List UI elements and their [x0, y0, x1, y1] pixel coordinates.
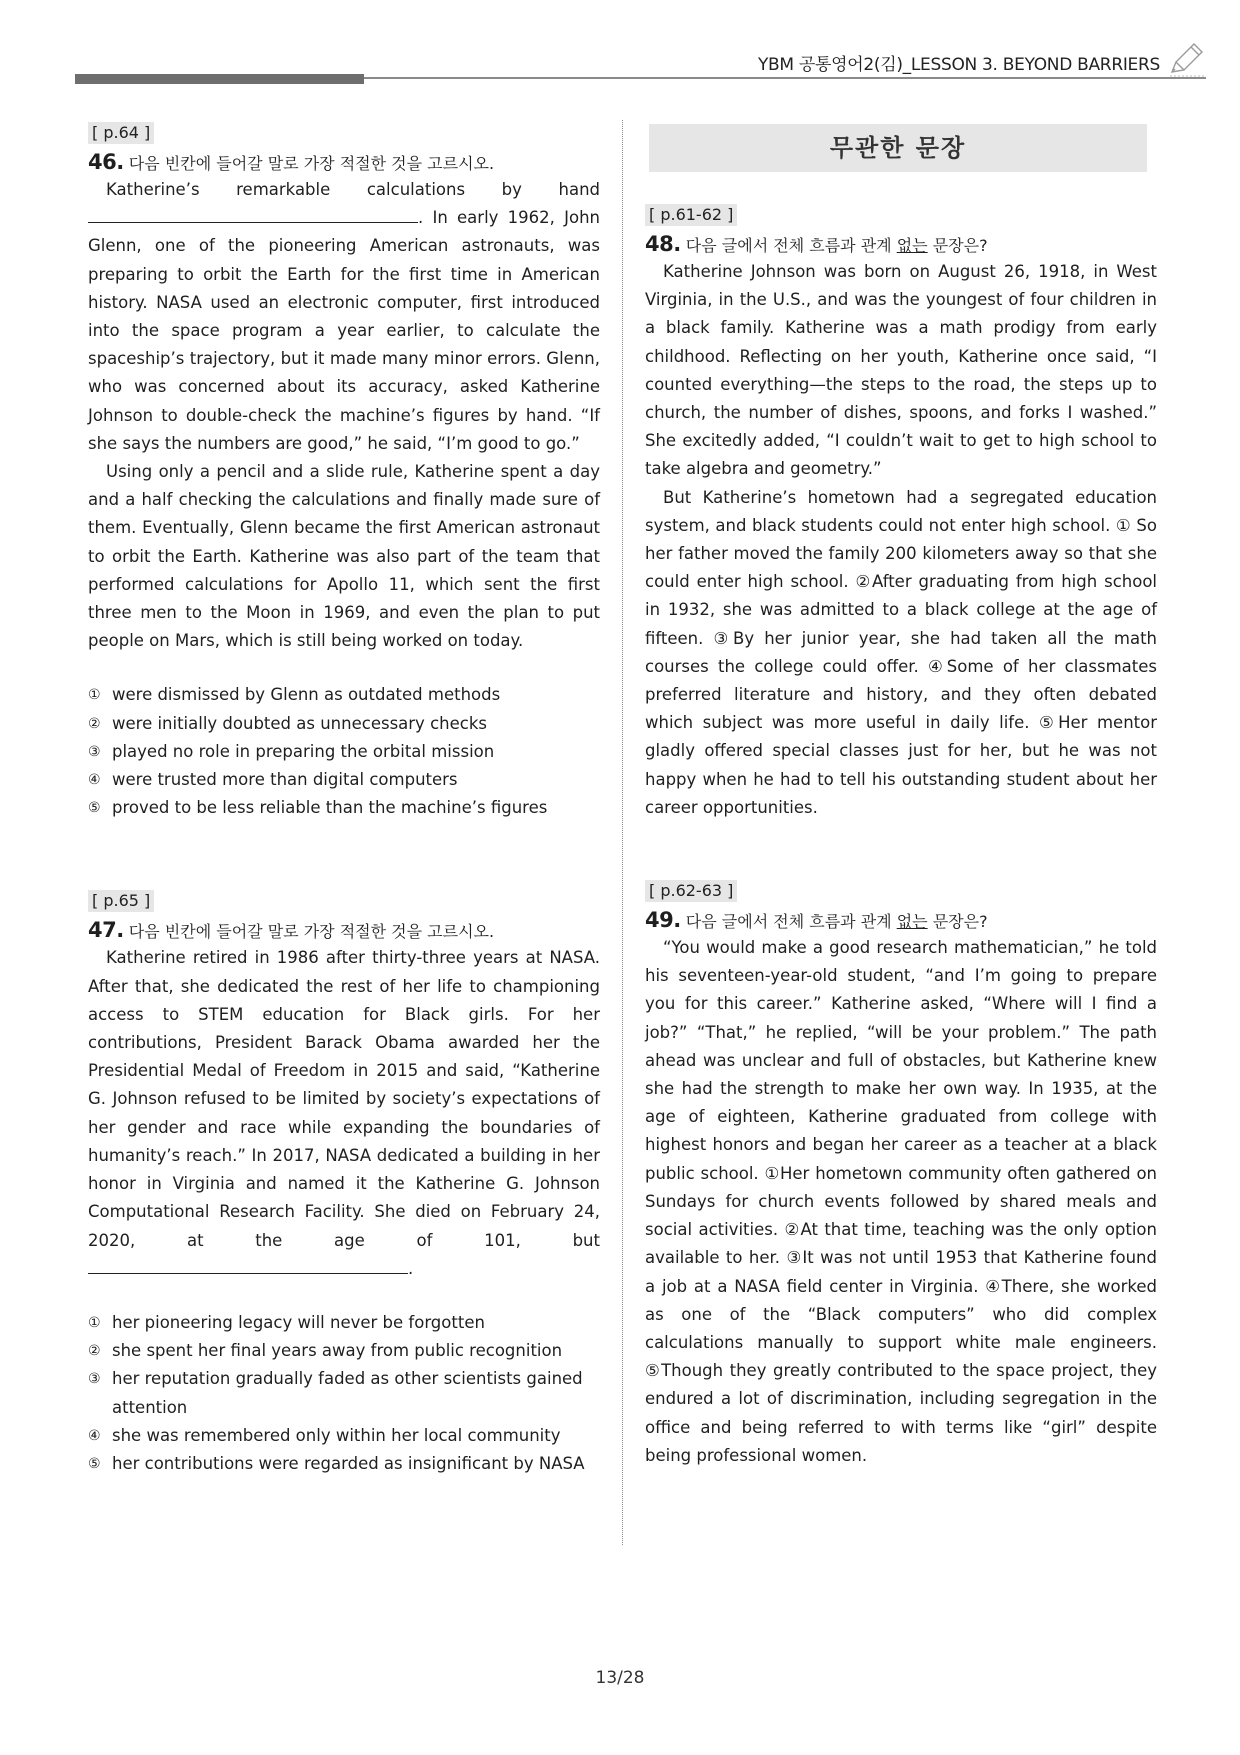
- page-reference: [ p.62-63 ]: [645, 880, 737, 902]
- question-instruction: 다음 빈칸에 들어갈 말로 가장 적절한 것을 고르시오.: [128, 922, 495, 942]
- pencil-icon: [1166, 40, 1206, 80]
- option-text: were trusted more than digital computers: [112, 770, 458, 790]
- page-number: 13/28: [595, 1668, 645, 1688]
- answer-option[interactable]: [88, 766, 600, 794]
- column-divider: [622, 120, 623, 1545]
- question-header: [645, 906, 1157, 934]
- question-header: [645, 230, 1157, 258]
- header-rule-thick: [75, 74, 364, 84]
- instruction-text: 문장은?: [927, 236, 988, 255]
- answer-option[interactable]: [88, 710, 600, 738]
- passage-text: Katherine’s remarkable calculations by hand: [106, 180, 600, 199]
- passage-paragraph: [88, 1255, 600, 1283]
- option-text: were initially doubted as unnecessary checks: [112, 713, 487, 733]
- option-text: she was remembered only within her local community: [112, 1425, 561, 1445]
- option-number: ⑤: [88, 800, 101, 817]
- option-number: ④: [88, 1427, 101, 1444]
- question-47: [88, 890, 600, 1478]
- instruction-emphasis: 없는: [896, 236, 928, 255]
- question-number: 49.: [645, 908, 681, 933]
- question-instruction: [686, 236, 988, 255]
- question-number: 48.: [645, 232, 681, 256]
- option-text: her reputation gradually faded as other scientists gained attention: [112, 1369, 583, 1417]
- answer-option[interactable]: [88, 794, 600, 822]
- option-text: were dismissed by Glenn as outdated methods: [112, 685, 501, 705]
- page-reference: [ p.64 ]: [88, 122, 154, 144]
- question-instruction: [686, 912, 988, 931]
- answer-options: [88, 1309, 600, 1478]
- passage-paragraph: Katherine Johnson was born on August 26, 1918, in West Virginia, in the U.S., and was the youngest of four children in a black family. Katherine was a math prodigy from early childhood. Reflecting on her youth, Katherine once said, “I counted everything—the steps to the road, the steps up to church, the number of dishes, spoons, and forks I washed.” She excitedly added, “I couldn’t wait to get to high school to take algebra and geometry.”: [645, 262, 1157, 479]
- option-number: ④: [88, 772, 101, 789]
- question-header: [88, 916, 600, 944]
- right-column: [645, 124, 1157, 1470]
- question-header: [88, 148, 600, 176]
- instruction-emphasis: 없는: [896, 912, 928, 932]
- option-number: ⑤: [88, 1455, 101, 1472]
- option-text: her pioneering legacy will never be forgotten: [112, 1312, 485, 1332]
- passage-paragraph: “You would make a good research mathematician,” he told his seventeen-year-old student, “and I’m going to prepare you for this career.” Katherine asked, “Where will I find a job?” “That,” he replied, “will be your problem.” The path ahead was unclear and full of obstacles, but Katherine knew she had the strength to make her own way. In 1935, at the age of eighteen, Katherine graduated from college with highest honors and began her career as a teacher at a black public school. ①Her hometown community often gathered on Sundays for church events followed by shared meals and social activities. ②At that time, teaching was the only option available to her. ③It was not until 1953 that Katherine found a job at a NASA field center in Virginia. ④There, she worked as one of the “Black computers” who did complex calculations manually to support white male engineers. ⑤Though they greatly contributed to the space project, they endured a lot of discrimination, including segregation in the office and being referred to with terms like “girl” despite being professional women.: [645, 938, 1157, 1465]
- header-rule-thin: [364, 77, 1206, 79]
- option-number: ③: [88, 1371, 101, 1388]
- question-46: [88, 122, 600, 822]
- answer-blank: [88, 1259, 408, 1274]
- option-number: ①: [88, 1314, 101, 1331]
- option-number: ③: [88, 743, 101, 760]
- answer-option[interactable]: [88, 1337, 600, 1365]
- section-title: 무관한 문장: [649, 124, 1147, 172]
- answer-option[interactable]: [88, 1309, 600, 1337]
- page-header-title: YBM 공통영어2(김)_LESSON 3. BEYOND BARRIERS: [757, 55, 1160, 75]
- answer-option[interactable]: [88, 1422, 600, 1450]
- option-number: ①: [88, 687, 101, 704]
- question-49: [645, 880, 1157, 1470]
- passage-paragraph: [88, 176, 600, 204]
- instruction-text: 다음 글에서 전체 흐름과 관계: [685, 236, 897, 255]
- question-instruction: 다음 빈칸에 들어갈 말로 가장 적절한 것을 고르시오.: [128, 154, 495, 173]
- passage-text: . In early 1962, John Glenn, one of the pioneering American astronauts, was preparing to orbit the Earth for the first time in American history. NASA used an electronic computer, first introduced into the space program a year earlier, to calculate the spaceship’s trajectory, but it made many minor errors. Glenn, who was concerned about its accuracy, asked Katherine Johnson to double-check the machine’s figures by hand. “If she says the numbers are good,” he said, “I’m good to go.”: [88, 208, 600, 453]
- page-reference: [ p.65 ]: [88, 890, 154, 912]
- answer-blank: [88, 208, 418, 223]
- option-text: played no role in preparing the orbital mission: [112, 741, 495, 761]
- passage-paragraph: [88, 204, 600, 458]
- passage-text: .: [408, 1258, 414, 1278]
- answer-option[interactable]: [88, 738, 600, 766]
- option-number: ②: [88, 715, 101, 732]
- option-text: her contributions were regarded as insignificant by NASA: [112, 1453, 585, 1473]
- passage-paragraph: But Katherine’s hometown had a segregated education system, and black students could not enter high school. ① So her father moved the family 200 kilometers away so that she could enter high school. ②After graduating from high school in 1932, she was admitted to a black college at the age of fifteen. ③By her junior year, she had taken all the math courses the college could offer. ④Some of her classmates preferred literature and history, and they often debated which subject was more useful in daily life. ⑤Her mentor gladly offered special classes just for her, but he was not happy when he had to tell his outstanding student about her career opportunities.: [645, 487, 1157, 817]
- answer-option[interactable]: [88, 1450, 600, 1478]
- question-number: 46.: [88, 150, 124, 174]
- instruction-text: 다음 글에서 전체 흐름과 관계: [685, 912, 897, 932]
- instruction-text: 문장은?: [927, 912, 988, 932]
- passage-paragraph: Using only a pencil and a slide rule, Katherine spent a day and a half checking the calculations and finally made sure of them. Eventually, Glenn became the first American astronaut to orbit the Earth. Katherine was also part of the team that performed calculations for Apollo 11, which sent the first three men to the Moon in 1969, and even the plan to put people on Mars, which is still being worked on today.: [88, 462, 600, 651]
- option-number: ②: [88, 1343, 101, 1360]
- left-column: [88, 122, 600, 1478]
- answer-option[interactable]: [88, 681, 600, 709]
- answer-option[interactable]: [88, 1365, 600, 1421]
- answer-options: [88, 681, 600, 822]
- question-48: [645, 204, 1157, 822]
- option-text: proved to be less reliable than the machine’s figures: [112, 798, 548, 818]
- question-number: 47.: [88, 918, 124, 943]
- passage-paragraph: Katherine retired in 1986 after thirty-three years at NASA. After that, she dedicated the rest of her life to championing access to STEM education for Black girls. For her contributions, President Barack Obama awarded her the Presidential Medal of Freedom in 2015 and said, “Katherine G. Johnson refused to be limited by society’s expectations of her gender and race while expanding the boundaries of humanity’s reach.” In 2017, NASA dedicated a building in her honor in Virginia and named it the Katherine G. Johnson Computational Research Facility. She died on February 24, 2020, at the age of 101, but: [88, 948, 600, 1250]
- page-reference: [ p.61-62 ]: [645, 204, 737, 226]
- option-text: she spent her final years away from public recognition: [112, 1341, 563, 1361]
